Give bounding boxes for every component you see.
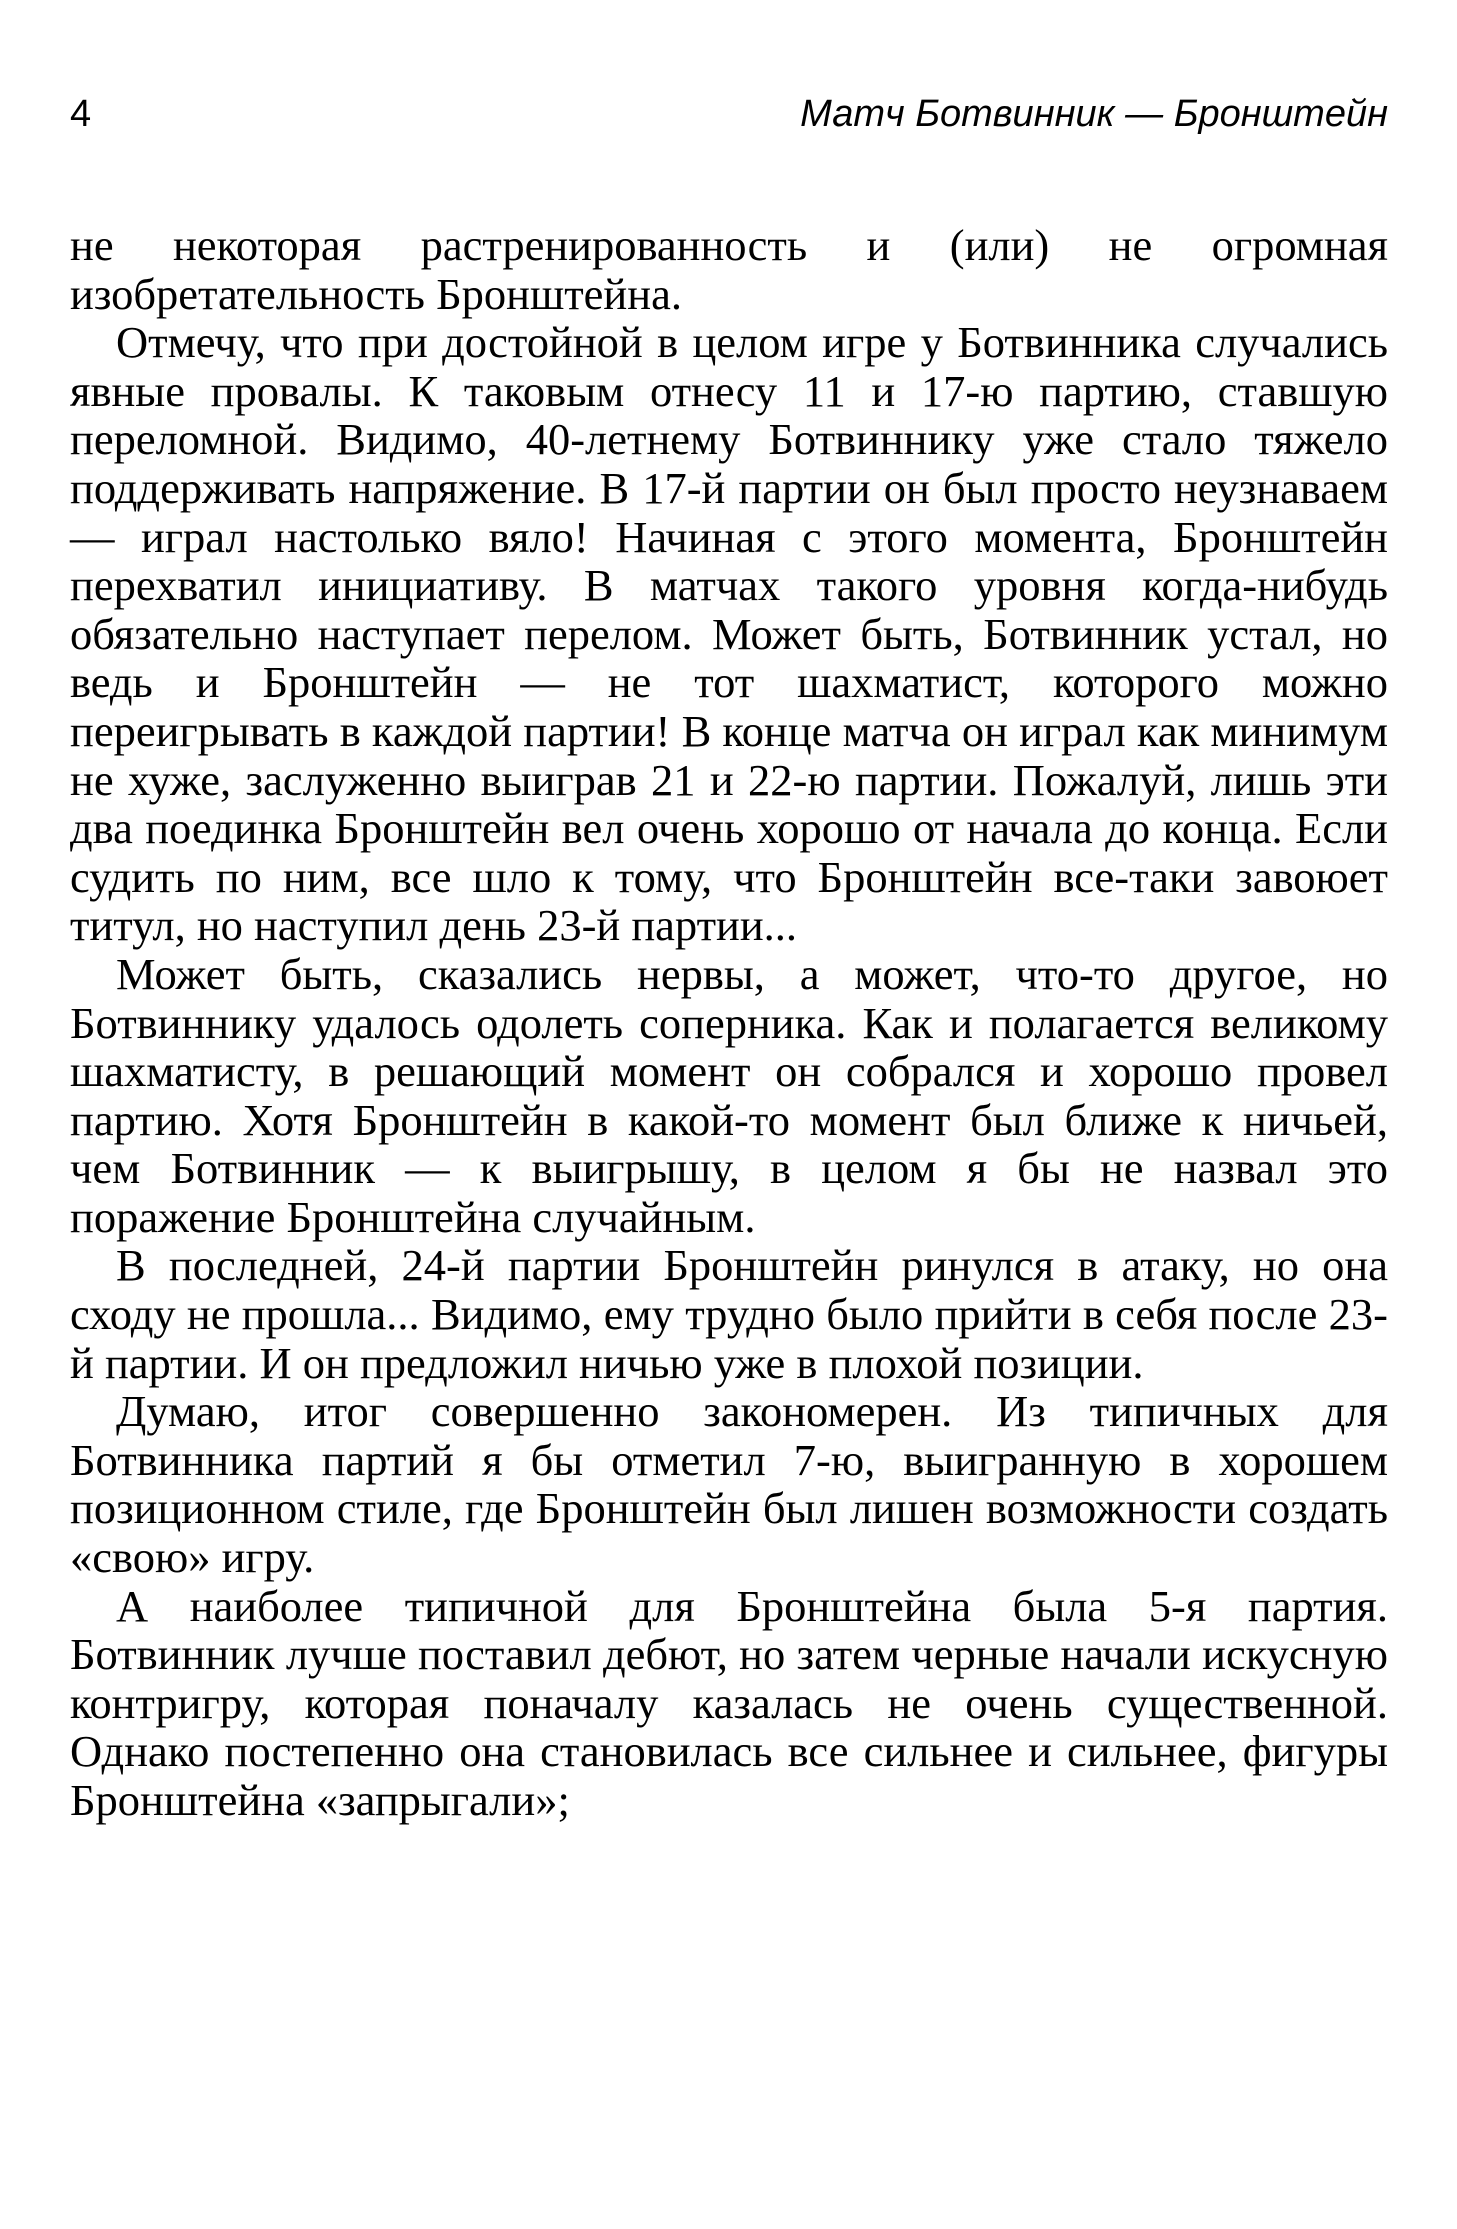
paragraph: Отмечу, что при достойной в целом игре у Ботвинника случались явные провалы. К таковым отнесу 11 и 17-ю партию, ставшую переломной. Видимо, 40-летнему Ботвиннику уже стало тяжело поддерживать напряжение. В 17-й партии он был просто неузнаваем — играл настолько вяло! Начиная с этого момента, Бронштейн перехватил инициативу. В матчах такого уровня когда-нибудь обязательно наступает перелом. Может быть, Ботвинник устал, но ведь и Бронштейн — не тот шахматист, которого можно переигрывать в каждой партии! В конце матча он играл как минимум не хуже, заслуженно выиграв 21 и 22-ю партии. Пожалуй, лишь эти два поединка Бронштейн вел очень хорошо от начала до конца. Если судить по ним, все шло к тому, что Бронштейн все-таки завоюет титул, но наступил день 23-й партии... [70,317,1388,951]
paragraph: А наиболее типичной для Бронштейна была 5-я партия. Ботвинник лучше поставил дебют, но затем черные начали искусную контригру, которая поначалу казалась не очень существенной. Однако постепенно она становилась все сильнее и сильнее, фигуры Бронштейна «запрыгали»; [70,1580,1388,1825]
running-head [70,95,1388,155]
paragraph: Может быть, сказались нервы, а может, что-то другое, но Ботвиннику удалось одолеть соперника. Как и полагается великому шахматисту, в решающий момент он собрался и хорошо провел партию. Хотя Бронштейн в какой-то момент был ближе к ничьей, чем Ботвинник — к выигрышу, в целом я бы не назвал это поражение Бронштейна случайным. [70,948,1388,1242]
body-text [70,221,1388,1825]
paragraph-continued: не некоторая растренированность и (или) не огромная изобретательность Бронштейна. [70,220,1388,319]
page-number: 4 [70,93,92,135]
paragraph: Думаю, итог совершенно закономерен. Из типичных для Ботвинника партий я бы отметил 7-ю, выигранную в хорошем позиционном стиле, где Бронштейн был лишен возможности создать «свою» игру. [70,1386,1388,1583]
running-title: Матч Ботвинник — Бронштейн [800,93,1388,135]
paragraph: В последней, 24-й партии Бронштейн ринулся в атаку, но она сходу не прошла... Видимо, ему трудно было прийти в себя после 23-й партии. И он предложил ничью уже в плохой позиции. [70,1240,1388,1388]
book-page [70,95,1388,1825]
